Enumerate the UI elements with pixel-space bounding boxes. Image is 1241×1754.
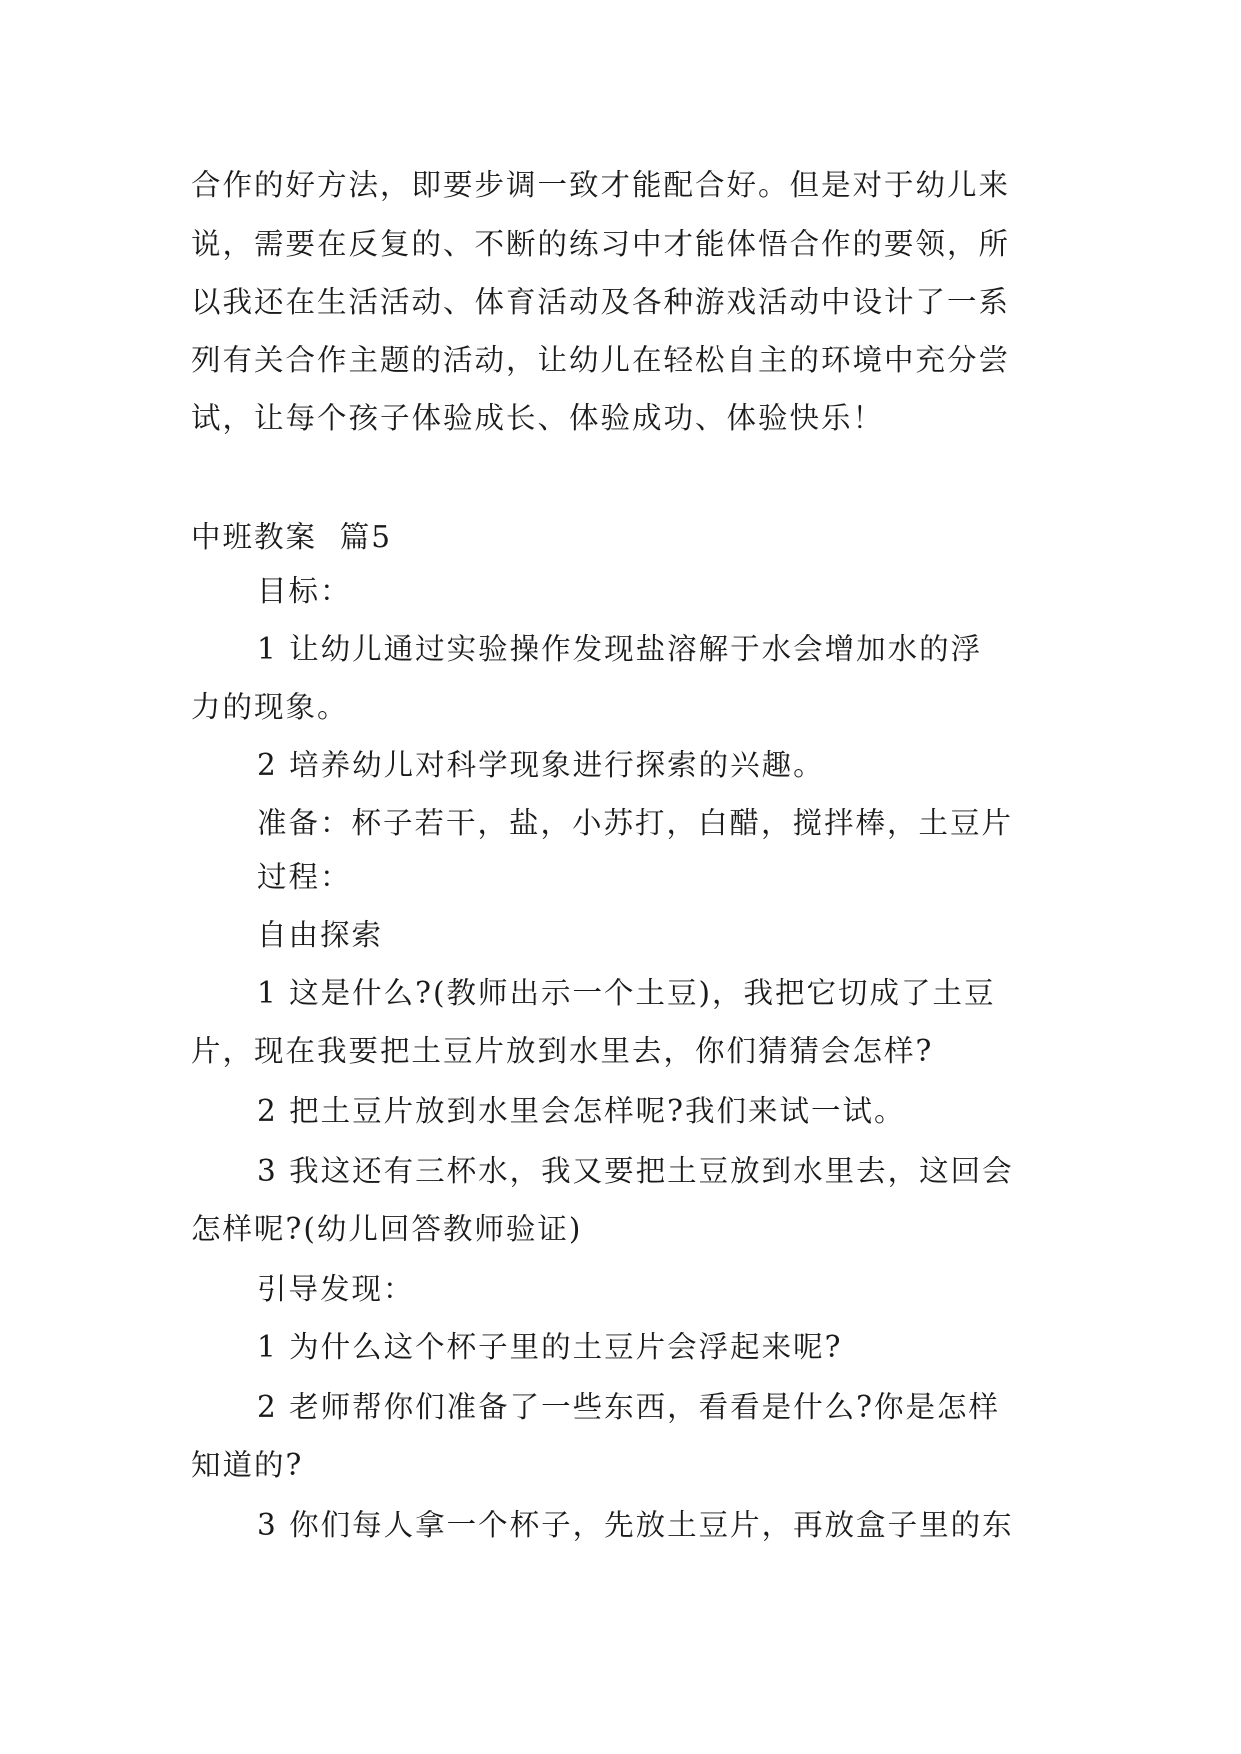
paragraph-line: 合作的好方法，即要步调一致才能配合好。但是对于幼儿来 (191, 168, 1011, 202)
heading-guided-discovery: 引导发现： (257, 1272, 415, 1306)
paragraph-line: 2 老师帮你们准备了一些东西，看看是什么?你是怎样 (257, 1390, 1000, 1424)
paragraph-line: 试，让每个孩子体验成长、体验成功、体验快乐！ (191, 401, 885, 435)
heading-process: 过程： (257, 860, 352, 894)
paragraph-line: 3 你们每人拿一个杯子，先放土豆片，再放盒子里的东 (257, 1508, 1014, 1542)
paragraph-line: 怎样呢?(幼儿回答教师验证) (191, 1212, 583, 1246)
paragraph-line: 1 这是什么?(教师出示一个土豆)，我把它切成了土豆 (257, 976, 996, 1010)
paragraph-line: 片，现在我要把土豆片放到水里去，你们猜猜会怎样? (191, 1034, 934, 1068)
paragraph-line: 1 为什么这个杯子里的土豆片会浮起来呢? (257, 1330, 843, 1364)
paragraph-line: 列有关合作主题的活动，让幼儿在轻松自主的环境中充分尝 (191, 343, 1011, 377)
paragraph-line: 知道的? (191, 1448, 304, 1482)
paragraph-line: 2 培养幼儿对科学现象进行探索的兴趣。 (257, 748, 825, 782)
paragraph-line: 1 让幼儿通过实验操作发现盐溶解于水会增加水的浮 (257, 632, 983, 666)
section-title: 中班教案 篇5 (191, 520, 393, 554)
paragraph-line: 准备：杯子若干，盐，小苏打，白醋，搅拌棒，土豆片 (257, 806, 1014, 840)
heading-goal: 目标： (257, 574, 352, 608)
paragraph-line: 以我还在生活活动、体育活动及各种游戏活动中设计了一系 (191, 285, 1011, 319)
paragraph-line: 3 我这还有三杯水，我又要把土豆放到水里去，这回会 (257, 1154, 1014, 1188)
heading-free-explore: 自由探索 (257, 918, 384, 952)
paragraph-line: 2 把土豆片放到水里会怎样呢?我们来试一试。 (257, 1094, 906, 1128)
paragraph-line: 说，需要在反复的、不断的练习中才能体悟合作的要领，所 (191, 227, 1011, 261)
paragraph-line: 力的现象。 (191, 690, 349, 724)
